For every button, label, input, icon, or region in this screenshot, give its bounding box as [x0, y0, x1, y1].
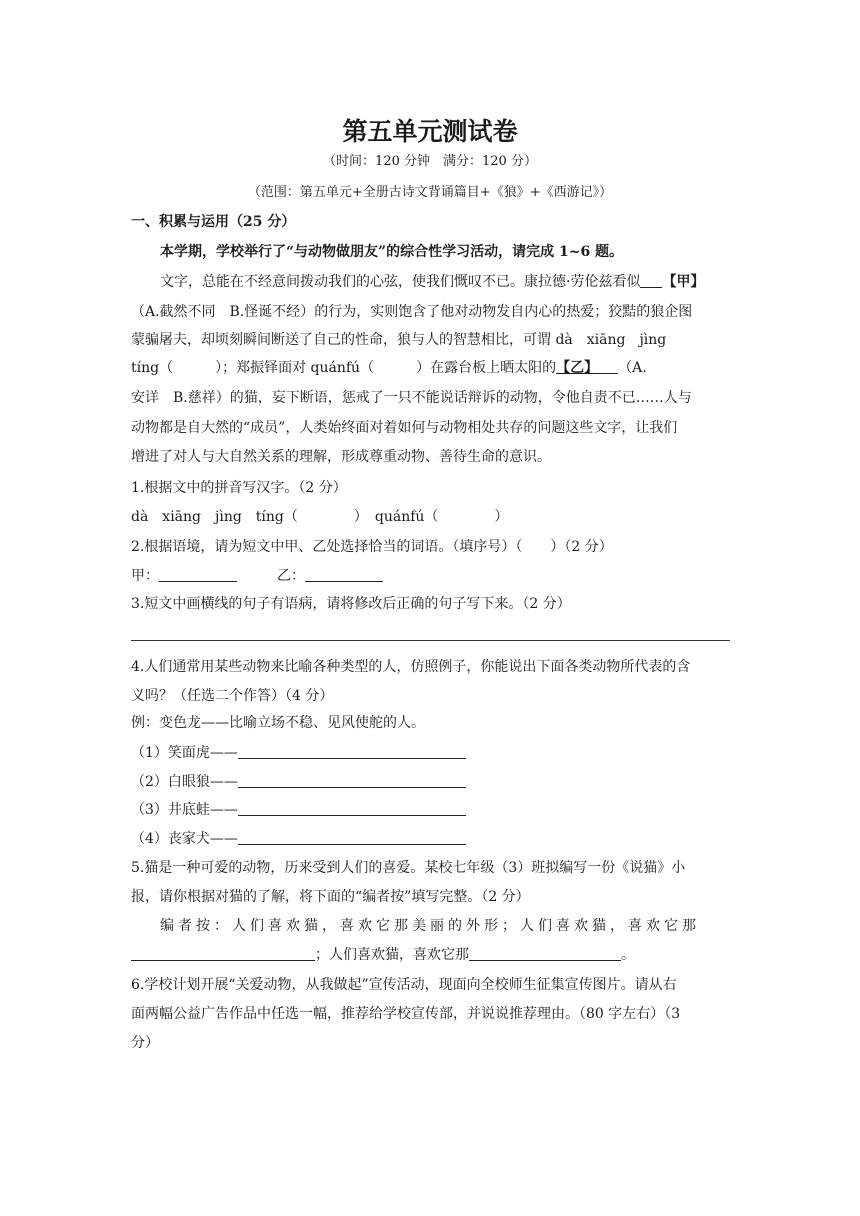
- answer-blank[interactable]: [238, 830, 466, 845]
- item-label: （4）丧家犬——: [131, 831, 238, 847]
- question-4-example: 例：变色龙——比喻立场不稳、见风使舵的人。: [131, 715, 425, 731]
- question-1-pinyin: dà xiāng jìng tíng（ ） quánfú（ ）: [131, 509, 509, 525]
- question-6: 分）: [131, 1035, 159, 1051]
- item-label: （1）笑面虎——: [131, 745, 238, 761]
- question-3: 3.短文中画横线的句子有语病，请将修改后正确的句子写下来。（2 分）: [131, 596, 571, 612]
- answer-blank[interactable]: [238, 773, 466, 788]
- blank-yi: 【乙】: [556, 360, 599, 376]
- answer-jia-label: 甲：: [131, 568, 159, 584]
- answer-blank[interactable]: [131, 946, 315, 961]
- answer-blank[interactable]: [238, 744, 466, 759]
- section-heading: 一、积累与运用（25 分）: [131, 214, 296, 230]
- passage-line: 蒙骗屠夫，却顷刻瞬间断送了自己的性命，狼与人的智慧相比，可谓 dà xiāng jìng: [131, 332, 667, 348]
- blank-line: [640, 273, 662, 288]
- answer-yi-blank[interactable]: [305, 567, 383, 582]
- question-4-item: [131, 829, 731, 849]
- question-4: 4.人们通常用某些动物来比喻各种类型的人，仿照例子，你能说出下面各类动物所代表的含: [131, 659, 691, 675]
- question-4-item: [131, 800, 731, 820]
- passage-text: tíng（ ）；郑振铎面对 quánfú（ ）在露台板上晒太阳的: [131, 360, 557, 376]
- note-text: ；人们喜欢猫，喜欢它那: [315, 947, 469, 963]
- question-6: 面两幅公益广告作品中任选一幅，推荐给学校宣传部，并说说推荐理由。（80 字左右）（3: [131, 1006, 681, 1022]
- passage-line: （A.截然不同 B.怪诞不经）的行为，实则饱含了他对动物发自内心的热爱；狡黠的狼企图: [131, 304, 693, 320]
- exam-scope: （范围：第五单元+全册古诗文背诵篇目+《狼》+《西游记》）: [247, 185, 613, 200]
- answer-jia-blank[interactable]: [159, 567, 237, 582]
- passage-line: 安详 B.慈祥）的猫，妄下断语，惩戒了一只不能说话辩诉的动物，令他自责不已……人与: [131, 390, 692, 406]
- blank-line: [598, 359, 618, 374]
- question-4-item: [131, 772, 731, 792]
- answer-yi-label: 乙：: [277, 568, 305, 584]
- page-title: 第五单元测试卷: [342, 117, 518, 146]
- question-1: 1.根据文中的拼音写汉字。（2 分）: [131, 480, 347, 496]
- question-5-editor-note: [131, 945, 731, 965]
- question-4-item: [131, 743, 731, 763]
- passage-line: 增进了对人与大自然关系的理解，形成尊重动物、善待生命的意识。: [131, 449, 551, 465]
- section-intro: 本学期，学校举行了“与动物做朋友”的综合性学习活动，请完成 1~6 题。: [160, 244, 624, 260]
- question-4: 义吗？（任选二个作答）（4 分）: [131, 688, 334, 704]
- answer-line-q3[interactable]: [131, 640, 730, 641]
- question-5: 报，请你根据对猫的了解，将下面的“编者按”填写完整。（2 分）: [131, 889, 530, 905]
- question-5-editor-note: 编者按：人们喜欢猫，喜欢它那美丽的外形；人们喜欢猫，喜欢它那: [160, 918, 700, 934]
- answer-blank[interactable]: [238, 801, 466, 816]
- passage-line: [160, 272, 731, 292]
- question-2: 2.根据语境，请为短文中甲、乙处选择恰当的词语。（填序号）（ ）（2 分）: [131, 539, 613, 555]
- item-label: （2）白眼狼——: [131, 774, 238, 790]
- passage-line: [131, 358, 731, 378]
- passage-line: 动物都是自大然的“成员”，人类始终面对着如何与动物相处共存的问题这些文字，让我们: [131, 420, 678, 436]
- exam-time: （时间：120 分钟 满分：120 分）: [323, 154, 537, 169]
- question-6: 6.学校计划开展“关爱动物，从我做起”宣传活动，现面向全校师生征集宣传图片。请从右: [131, 977, 677, 993]
- item-label: （3）井底蛙——: [131, 802, 238, 818]
- blank-jia: 【甲】: [662, 274, 705, 290]
- passage-text: （A.: [618, 360, 647, 376]
- answer-blank[interactable]: [469, 946, 621, 961]
- question-2-answers: [131, 566, 731, 586]
- passage-text: 文字，总能在不经意间拨动我们的心弦，使我们慨叹不已。康拉德·劳伦兹看似: [160, 274, 641, 290]
- question-5: 5.猫是一种可爱的动物，历来受到人们的喜爱。某校七年级（3）班拟编写一份《说猫》小: [131, 860, 686, 876]
- note-text: 。: [621, 947, 635, 963]
